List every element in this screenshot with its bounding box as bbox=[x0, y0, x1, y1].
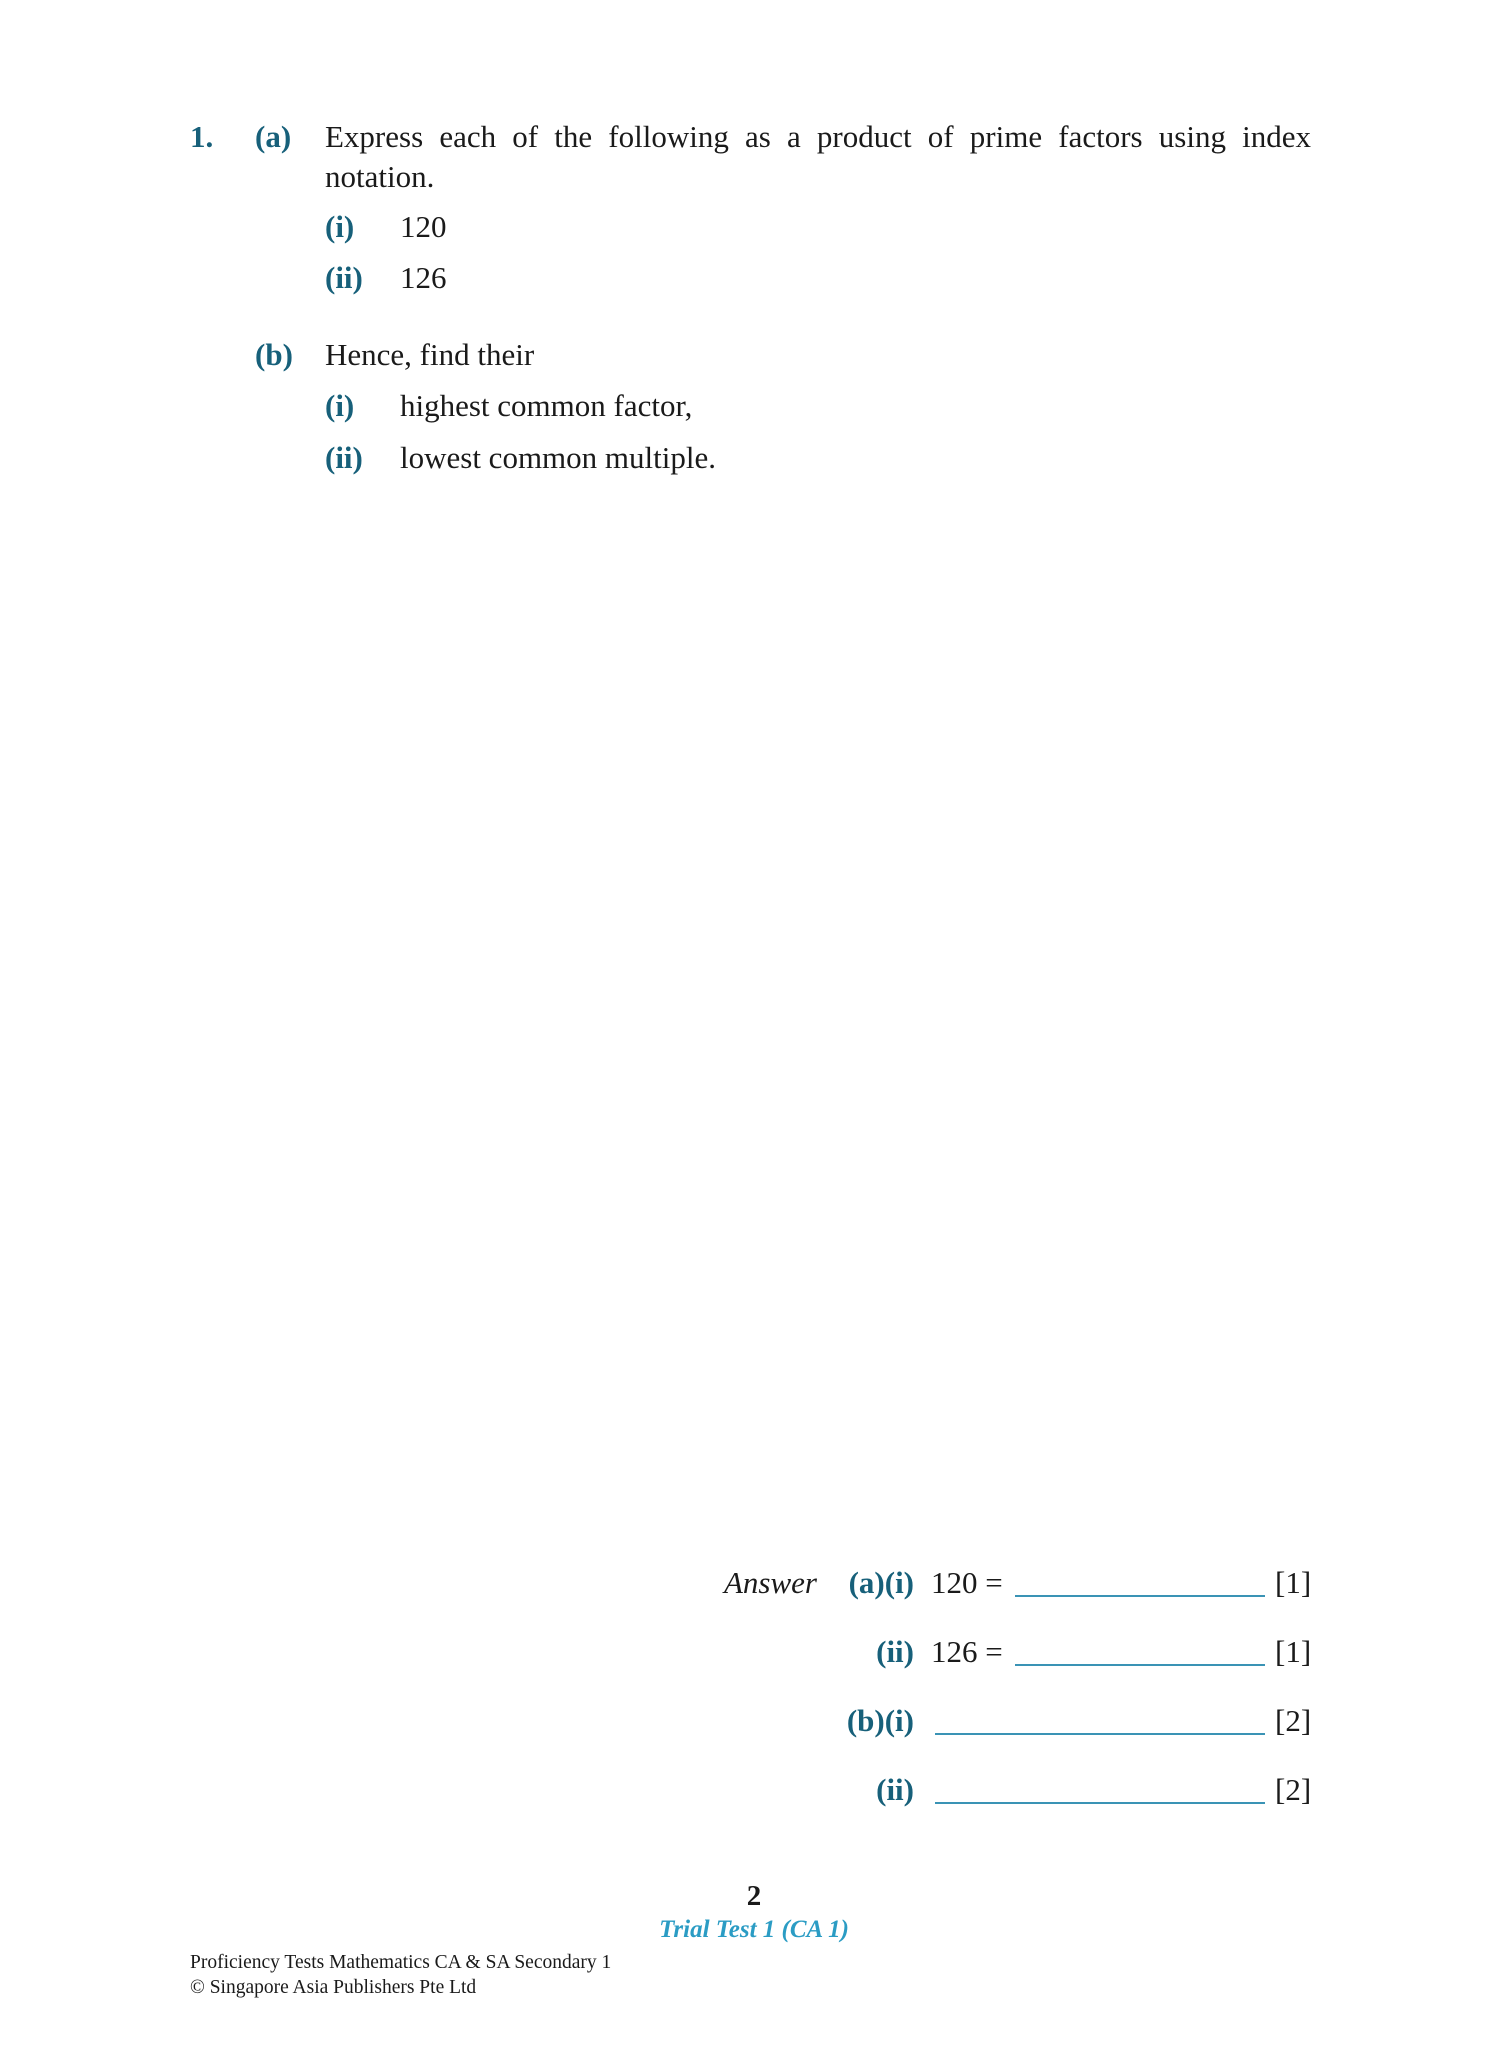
part-a-item-2-text: 126 bbox=[400, 260, 447, 295]
question-number: 1. bbox=[190, 119, 214, 154]
answer-row-4-label: (ii) bbox=[876, 1772, 914, 1807]
part-b-text: Hence, find their bbox=[325, 337, 535, 372]
answer-row-1-mark: [1] bbox=[1275, 1565, 1312, 1600]
answer-row-1-line[interactable] bbox=[1015, 1595, 1265, 1597]
answer-row-4-mark: [2] bbox=[1275, 1772, 1312, 1807]
part-a-text-line2: notation. bbox=[325, 159, 435, 194]
answer-row-3-mark: [2] bbox=[1275, 1703, 1312, 1738]
copyright: © Singapore Asia Publishers Pte Ltd bbox=[190, 1977, 477, 1998]
answer-row-2-line[interactable] bbox=[1015, 1664, 1265, 1666]
part-b-item-2-text: lowest common multiple. bbox=[400, 440, 716, 475]
answer-word: Answer bbox=[724, 1565, 817, 1600]
part-a-text-line1: Express each of the following as a product of prime factors using index bbox=[325, 119, 1311, 154]
part-a-label: (a) bbox=[255, 119, 292, 154]
answer-row-2-mark: [1] bbox=[1275, 1634, 1312, 1669]
answer-row-2-prefix: 126 = bbox=[931, 1634, 1003, 1669]
part-a-item-1-label: (i) bbox=[325, 209, 355, 244]
part-b-item-1-text: highest common factor, bbox=[400, 388, 693, 423]
answer-row-1-prefix: 120 = bbox=[931, 1565, 1003, 1600]
test-name: Trial Test 1 (CA 1) bbox=[659, 1916, 849, 1943]
part-a-item-1-text: 120 bbox=[400, 209, 447, 244]
part-b-item-2-label: (ii) bbox=[325, 440, 363, 475]
part-a-item-2-label: (ii) bbox=[325, 260, 363, 295]
book-title: Proficiency Tests Mathematics CA & SA Secondary 1 bbox=[190, 1952, 612, 1973]
page-number: 2 bbox=[746, 1880, 762, 1912]
part-b-label: (b) bbox=[255, 337, 293, 372]
answer-row-1-label: (a)(i) bbox=[848, 1565, 914, 1600]
answer-row-3-line[interactable] bbox=[935, 1733, 1265, 1735]
answer-row-4-line[interactable] bbox=[935, 1802, 1265, 1804]
part-b-item-1-label: (i) bbox=[325, 388, 355, 423]
answer-row-2-label: (ii) bbox=[876, 1634, 914, 1669]
answer-row-3-label: (b)(i) bbox=[846, 1703, 914, 1738]
